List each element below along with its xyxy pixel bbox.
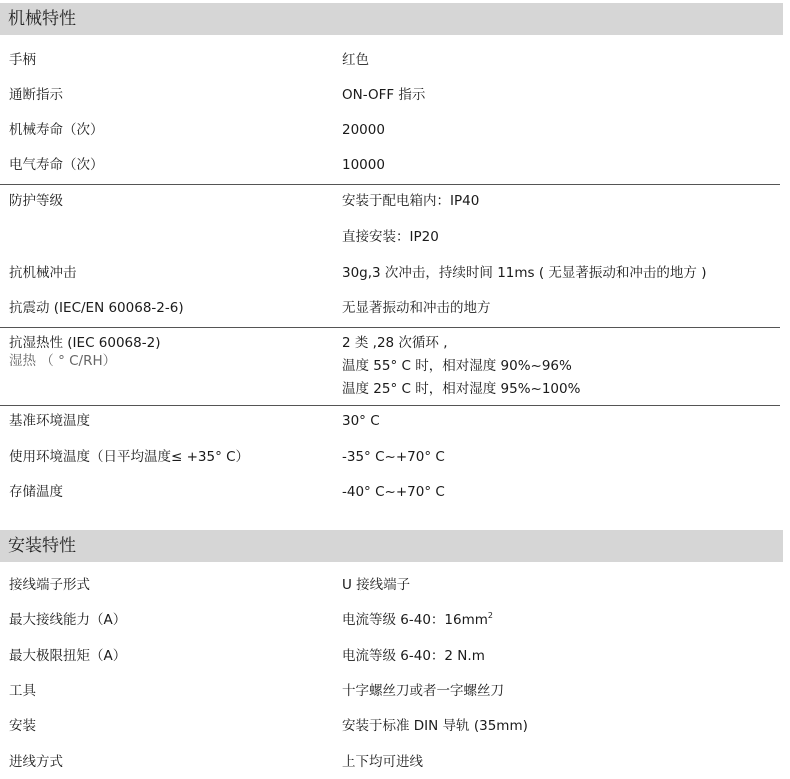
spec-value-storage-temp: -40° C~+70° C bbox=[342, 484, 445, 500]
spec-value-damp-heat-class: 2 类 ,28 次循环 , bbox=[342, 335, 448, 351]
spec-value-mech-life: 20000 bbox=[342, 122, 385, 138]
spec-label-tools: 工具 bbox=[9, 683, 36, 699]
spec-label-handle: 手柄 bbox=[9, 52, 36, 68]
spec-label-indication: 通断指示 bbox=[9, 87, 63, 103]
spec-sublabel-damp-heat: 湿热 （ ° C/RH） bbox=[9, 353, 117, 369]
spec-value-max-wiring bbox=[342, 610, 493, 630]
spec-label-vibration: 抗震动 (IEC/EN 60068-2-6) bbox=[9, 300, 184, 316]
spec-label-shock: 抗机械冲击 bbox=[9, 265, 77, 281]
spec-value-max-wiring-sup: 2 bbox=[487, 611, 494, 620]
spec-label-mech-life: 机械寿命（次） bbox=[9, 122, 104, 138]
spec-value-shock: 30g,3 次冲击，持续时间 11ms ( 无显著振动和冲击的地方 ) bbox=[342, 265, 707, 281]
spec-label-operating-temp: 使用环境温度（日平均温度≤ +35° C） bbox=[9, 449, 250, 465]
spec-value-max-torque: 电流等级 6-40：2 N.m bbox=[342, 648, 485, 664]
spec-value-ref-temp: 30° C bbox=[342, 413, 380, 429]
spec-label-terminal-type: 接线端子形式 bbox=[9, 577, 90, 593]
spec-value-protection-panel: 安装于配电箱内：IP40 bbox=[342, 193, 480, 209]
spec-label-max-torque: 最大极限扭矩（A） bbox=[9, 648, 127, 664]
divider bbox=[0, 405, 780, 406]
spec-label-max-wiring: 最大接线能力（A） bbox=[9, 612, 127, 628]
spec-value-vibration: 无显著振动和冲击的地方 bbox=[342, 300, 491, 316]
spec-label-elec-life: 电气寿命（次） bbox=[9, 157, 104, 173]
spec-label-damp-heat: 抗湿热性 (IEC 60068-2) bbox=[9, 335, 161, 351]
divider bbox=[0, 184, 780, 185]
section-title-installation: 安装特性 bbox=[0, 530, 783, 562]
spec-value-elec-life: 10000 bbox=[342, 157, 385, 173]
spec-value-operating-temp: -35° C~+70° C bbox=[342, 449, 445, 465]
spec-value-damp-heat-55: 温度 55° C 时，相对湿度 90%~96% bbox=[342, 358, 572, 374]
spec-value-tools: 十字螺丝刀或者一字螺丝刀 bbox=[342, 683, 504, 699]
section-title-mechanical: 机械特性 bbox=[0, 3, 783, 35]
spec-value-terminal-type: U 接线端子 bbox=[342, 577, 411, 593]
spec-value-indication: ON-OFF 指示 bbox=[342, 87, 426, 103]
spec-value-mounting: 安装于标准 DIN 导轨 (35mm) bbox=[342, 718, 528, 734]
spec-value-wire-entry: 上下均可进线 bbox=[342, 754, 423, 770]
spec-label-mounting: 安装 bbox=[9, 718, 36, 734]
spec-label-wire-entry: 进线方式 bbox=[9, 754, 63, 770]
spec-label-storage-temp: 存储温度 bbox=[9, 484, 63, 500]
spec-value-max-wiring-text: 电流等级 6-40：16mm bbox=[342, 612, 488, 628]
divider bbox=[0, 327, 780, 328]
spec-value-handle: 红色 bbox=[342, 52, 369, 68]
spec-value-damp-heat-25: 温度 25° C 时，相对湿度 95%~100% bbox=[342, 381, 581, 397]
spec-value-protection-direct: 直接安装：IP20 bbox=[342, 229, 439, 245]
spec-label-ref-temp: 基准环境温度 bbox=[9, 413, 90, 429]
spec-label-protection: 防护等级 bbox=[9, 193, 63, 209]
